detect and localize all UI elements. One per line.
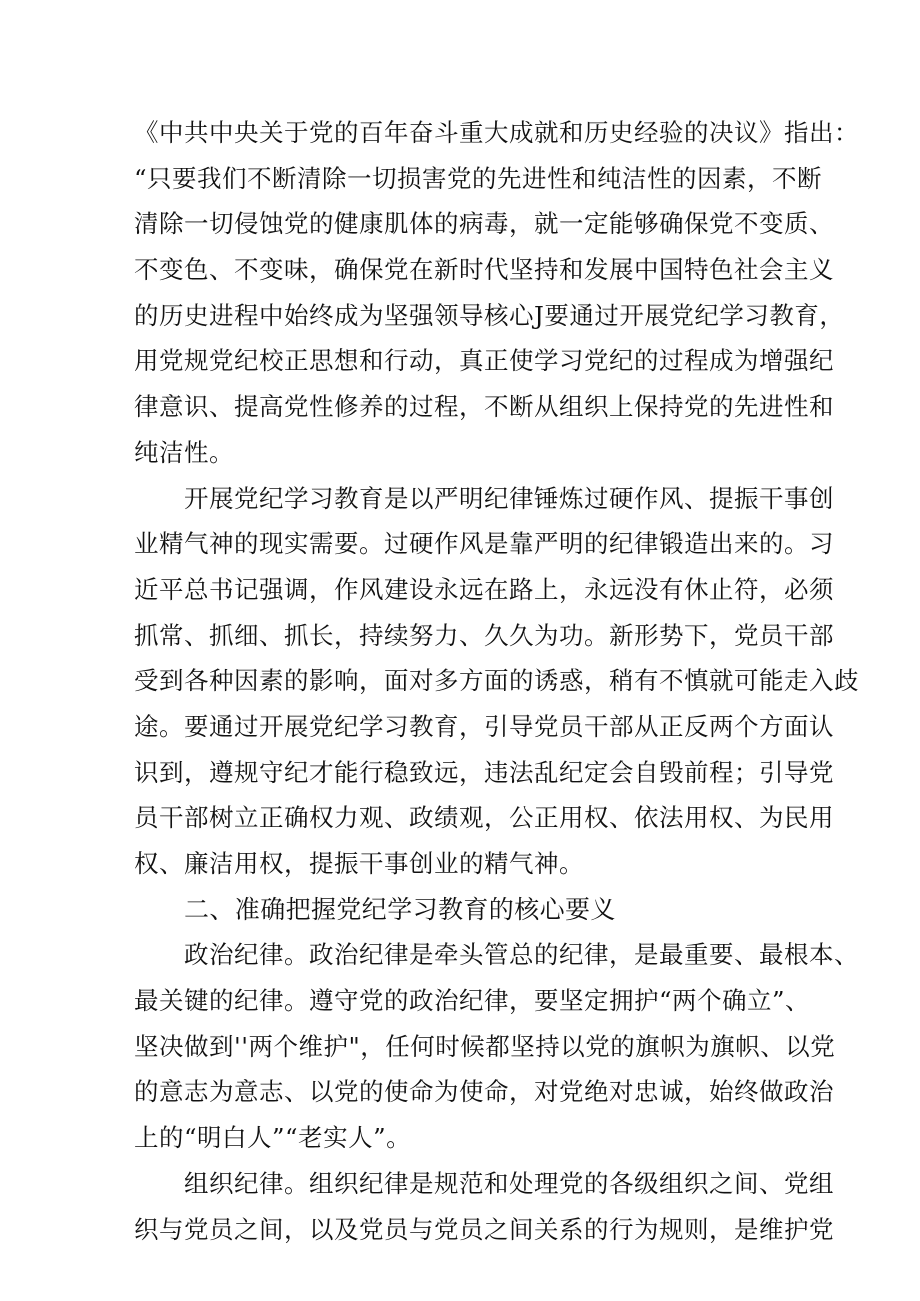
text-line: 组织纪律。组织纪律是规范和处理党的各级组织之间、党组 — [184, 1168, 834, 1198]
paragraph-political-discipline — [134, 932, 859, 1160]
text-line: 清除一切侵蚀党的健康肌体的病毒，就一定能够确保党不变质、 — [134, 209, 834, 239]
text-line: 坚决做到''两个维护"，任何时候都坚持以党的旗帜为旗帜、以党 — [134, 1031, 836, 1061]
text-line: 《中共中央关于党的百年奋斗重大成就和历史经验的决议》指出： — [134, 118, 859, 147]
text-line: 的历史进程中始终成为坚强领导核心J要通过开展党纪学习教育， — [134, 300, 845, 330]
text-line: 业精气神的现实需要。过硬作风是靠严明的纪律锻造出来的。习 — [134, 529, 834, 559]
text-line: 近平总书记强调，作风建设永远在路上，永远没有休止符，必须 — [134, 574, 834, 604]
text-line: 不变色、不变味，确保党在新时代坚持和发展中国特色社会主义 — [134, 255, 834, 285]
text-line: 用党规党纪校正思想和行动，真正使学习党纪的过程成为增强纪 — [134, 346, 834, 376]
text-line: 途。要通过开展党纪学习教育，引导党员干部从正反两个方面认 — [134, 711, 834, 741]
paragraph-organizational-discipline — [134, 1161, 834, 1252]
text-line: 上的“明白人”“老实人”。 — [134, 1123, 412, 1153]
text-line: 抓常、抓细、抓长，持续努力、久久为功。新形势下，党员干部 — [134, 620, 834, 650]
text-line: 识到，遵规守纪才能行稳致远，违法乱纪定会自毁前程；引导党 — [134, 757, 834, 787]
text-line: 权、廉洁用权，提振干事创业的精气神。 — [134, 849, 584, 878]
paragraph-work-style — [134, 476, 859, 887]
document-body — [134, 110, 859, 1252]
text-line: 最关键的纪律。遵守党的政治纪律，要坚定拥护“两个确立”、 — [134, 986, 811, 1016]
text-line: 的意志为意志、以党的使命为使命，对党绝对忠诚，始终做政治 — [134, 1077, 834, 1107]
section-heading: 二、准确把握党纪学习教育的核心要义 — [184, 894, 616, 924]
text-line: 纯洁性。 — [134, 437, 234, 467]
text-line: 政治纪律。政治纪律是牵头管总的纪律，是最重要、最根本、 — [184, 940, 859, 970]
text-line: 律意识、提高党性修养的过程，不断从组织上保持党的先进性和 — [134, 392, 834, 422]
text-line: 员干部树立正确权力观、政绩观，公正用权、依法用权、为民用 — [134, 803, 834, 833]
paragraph-resolution-quote — [134, 110, 859, 476]
text-line: 织与党员之间，以及党员与党员之间关系的行为规则，是维护党 — [134, 1214, 834, 1244]
text-line: 开展党纪学习教育是以严明纪律锤炼过硬作风、提振干事创 — [184, 483, 834, 513]
text-line: “只要我们不断清除一切损害党的先进性和纯洁性的因素，不断 — [134, 163, 823, 193]
text-line: 受到各种因素的影响，面对多方面的诱惑，稍有不慎就可能走入歧 — [134, 666, 859, 696]
